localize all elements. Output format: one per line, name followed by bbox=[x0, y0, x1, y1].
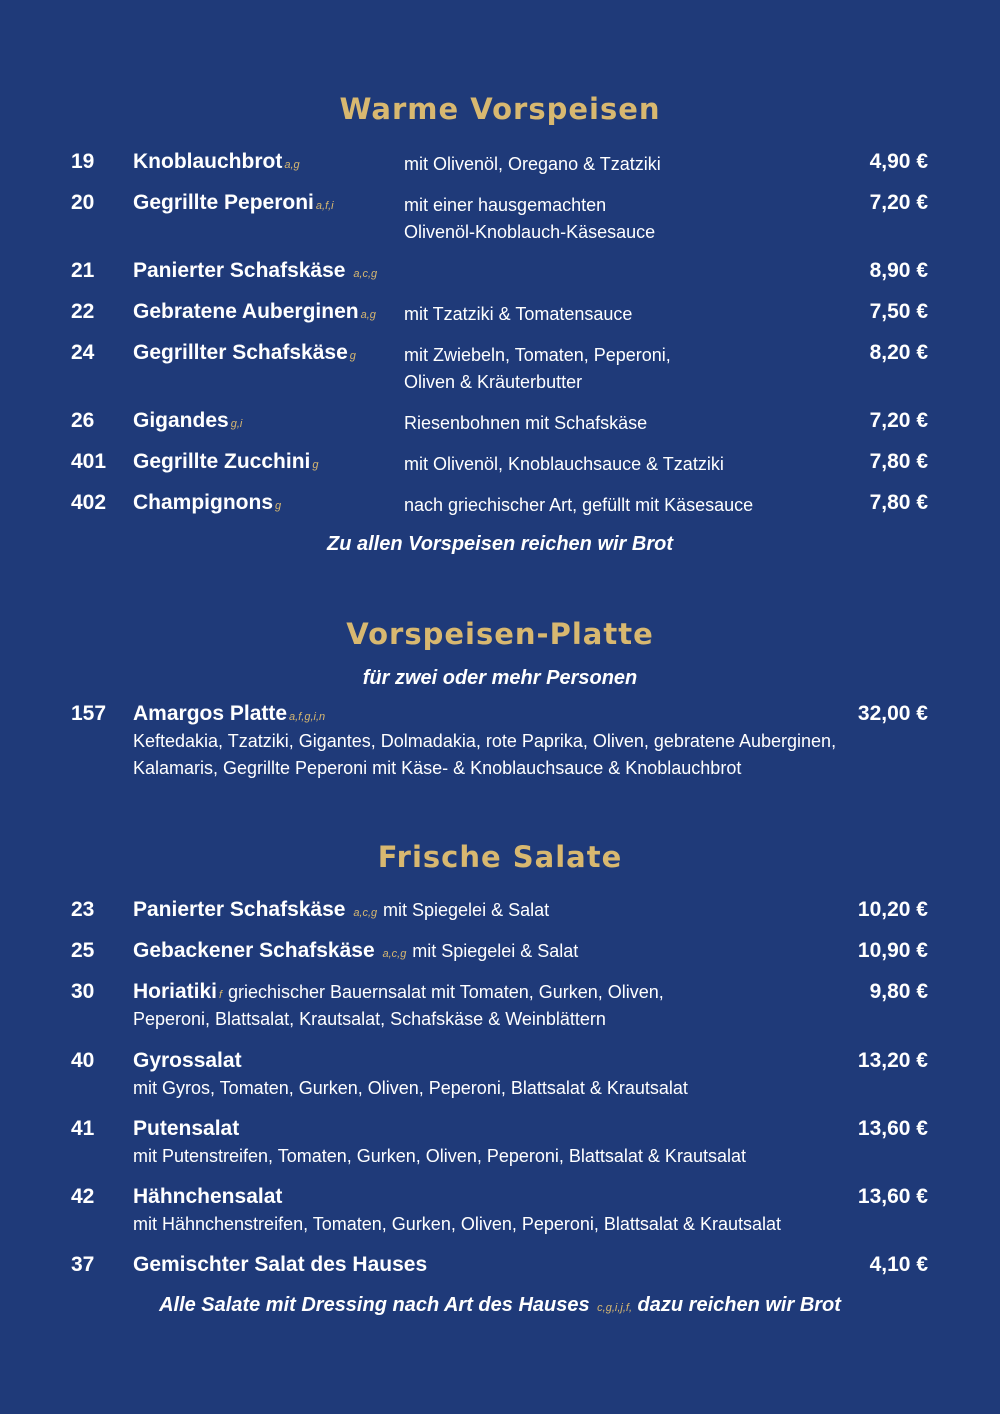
item-number: 22 bbox=[71, 300, 95, 323]
item-name: Gebackener Schafskäse a,c,g mit Spiegelei & Salat bbox=[133, 939, 579, 962]
section-note: Alle Salate mit Dressing nach Art des Hauses c,g,i,j,f, dazu reichen wir Brot bbox=[159, 1294, 841, 1316]
allergen-codes: a,c,g bbox=[382, 948, 407, 960]
allergen-codes: g bbox=[312, 459, 319, 471]
item-price: 8,90 € bbox=[869, 259, 928, 282]
allergen-codes: a,g bbox=[284, 159, 300, 171]
item-price: 32,00 € bbox=[857, 702, 928, 725]
item-number: 42 bbox=[71, 1185, 95, 1208]
item-name: Gigandes g,i bbox=[133, 409, 243, 432]
item-number: 26 bbox=[71, 409, 95, 432]
allergen-codes: a,c,g bbox=[353, 907, 378, 919]
section-title-warme-vorspeisen: Warme Vorspeisen bbox=[339, 92, 661, 126]
menu-item bbox=[0, 939, 1000, 979]
item-description: mit einer hausgemachten bbox=[404, 195, 607, 215]
item-number: 402 bbox=[71, 491, 107, 514]
menu-item bbox=[0, 450, 1000, 490]
item-description: mit Spiegelei & Salat bbox=[412, 941, 579, 961]
item-name: Champignons g bbox=[133, 491, 282, 514]
item-price: 4,10 € bbox=[869, 1253, 928, 1276]
item-number: 21 bbox=[71, 259, 95, 282]
item-name: Putensalat bbox=[133, 1117, 240, 1140]
item-description: mit Olivenöl, Knoblauchsauce & Tzatziki bbox=[404, 454, 724, 474]
item-number: 20 bbox=[71, 191, 95, 214]
section-title-vorspeisen-platte: Vorspeisen-Platte bbox=[346, 617, 654, 651]
item-name: Panierter Schafskäse a,c,g bbox=[133, 259, 378, 282]
item-number: 19 bbox=[71, 150, 95, 173]
allergen-codes: g bbox=[275, 500, 282, 512]
menu-item bbox=[0, 1117, 1000, 1177]
menu-item bbox=[0, 259, 1000, 299]
allergen-codes: a,c,g bbox=[353, 268, 378, 280]
item-description-line2: Peperoni, Blattsalat, Krautsalat, Schafskäse & Weinblättern bbox=[133, 1009, 606, 1029]
item-number: 41 bbox=[71, 1117, 95, 1140]
item-description-line2: Oliven & Kräuterbutter bbox=[404, 372, 583, 392]
item-price: 13,60 € bbox=[857, 1117, 928, 1140]
item-description: mit Gyros, Tomaten, Gurken, Oliven, Peperoni, Blattsalat & Krautsalat bbox=[133, 1078, 688, 1098]
item-number: 157 bbox=[71, 702, 107, 725]
allergen-codes: a,f,g,i,n bbox=[289, 711, 326, 723]
item-number: 401 bbox=[71, 450, 107, 473]
section-note: Zu allen Vorspeisen reichen wir Brot bbox=[326, 533, 673, 555]
item-description: Riesenbohnen mit Schafskäse bbox=[404, 413, 648, 433]
item-price: 7,20 € bbox=[869, 191, 928, 214]
menu-item bbox=[0, 341, 1000, 392]
item-description-line2: Olivenöl-Knoblauch-Käsesauce bbox=[404, 222, 656, 242]
item-name: Panierter Schafskäse a,c,g mit Spiegelei & Salat bbox=[133, 898, 550, 921]
item-name: Horiatiki f griechischer Bauernsalat mit Tomaten, Gurken, Oliven, bbox=[133, 980, 664, 1003]
item-name: Hähnchensalat bbox=[133, 1185, 283, 1208]
menu-item bbox=[0, 491, 1000, 531]
item-number: 23 bbox=[71, 898, 95, 921]
menu-item bbox=[0, 150, 1000, 190]
item-price: 13,20 € bbox=[857, 1049, 928, 1072]
item-description-line2: Kalamaris, Gegrillte Peperoni mit Käse- & Knoblauchsauce & Knoblauchbrot bbox=[133, 758, 742, 778]
allergen-codes: a,f,i bbox=[315, 200, 334, 212]
item-price: 13,60 € bbox=[857, 1185, 928, 1208]
item-name: Gyrossalat bbox=[133, 1049, 242, 1072]
item-price: 10,90 € bbox=[857, 939, 928, 962]
item-name: Amargos Platte a,f,g,i,n bbox=[133, 702, 326, 725]
item-description: mit Olivenöl, Oregano & Tzatziki bbox=[404, 154, 661, 174]
menu-item bbox=[0, 300, 1000, 340]
menu-item bbox=[0, 980, 1000, 1040]
item-number: 30 bbox=[71, 980, 95, 1003]
item-description: mit Putenstreifen, Tomaten, Gurken, Oliven, Peperoni, Blattsalat & Krautsalat bbox=[133, 1146, 746, 1166]
item-number: 40 bbox=[71, 1049, 95, 1072]
menu-item bbox=[0, 191, 1000, 242]
item-description: mit Zwiebeln, Tomaten, Peperoni, bbox=[404, 345, 671, 365]
item-number: 25 bbox=[71, 939, 95, 962]
item-name: Gegrillte Peperoni a,f,i bbox=[133, 191, 334, 214]
item-description: mit Hähnchenstreifen, Tomaten, Gurken, Oliven, Peperoni, Blattsalat & Krautsalat bbox=[133, 1214, 781, 1234]
item-description: mit Spiegelei & Salat bbox=[383, 900, 550, 920]
allergen-codes: f bbox=[219, 989, 223, 1001]
menu-item bbox=[0, 1049, 1000, 1109]
allergen-codes: a,g bbox=[360, 309, 376, 321]
menu-item bbox=[0, 898, 1000, 938]
item-price: 8,20 € bbox=[869, 341, 928, 364]
item-price: 7,50 € bbox=[869, 300, 928, 323]
allergen-codes: g,i bbox=[230, 418, 243, 430]
item-description: nach griechischer Art, gefüllt mit Käsesauce bbox=[404, 495, 754, 515]
item-number: 24 bbox=[71, 341, 95, 364]
item-number: 37 bbox=[71, 1253, 95, 1276]
section-subtitle: für zwei oder mehr Personen bbox=[362, 667, 638, 689]
item-name: Gemischter Salat des Hauses bbox=[133, 1253, 428, 1276]
item-price: 10,20 € bbox=[857, 898, 928, 921]
item-name: Gegrillte Zucchini g bbox=[133, 450, 319, 473]
menu-item bbox=[0, 1185, 1000, 1245]
item-price: 7,80 € bbox=[869, 450, 928, 473]
item-name: Gebratene Auberginen a,g bbox=[133, 300, 376, 323]
item-name: Gegrillter Schafskäse g bbox=[133, 341, 356, 364]
item-description: mit Tzatziki & Tomatensauce bbox=[404, 304, 633, 324]
item-price: 4,90 € bbox=[869, 150, 928, 173]
item-name: Knoblauchbrot a,g bbox=[133, 150, 300, 173]
item-price: 7,80 € bbox=[869, 491, 928, 514]
allergen-codes: g bbox=[349, 350, 356, 362]
section-title-frische-salate: Frische Salate bbox=[377, 840, 623, 874]
item-description: Keftedakia, Tzatziki, Gigantes, Dolmadakia, rote Paprika, Oliven, gebratene Auberginen, bbox=[133, 731, 837, 751]
menu-item bbox=[0, 702, 1000, 782]
item-price: 7,20 € bbox=[869, 409, 928, 432]
menu-item bbox=[0, 409, 1000, 449]
item-price: 9,80 € bbox=[869, 980, 928, 1003]
allergen-codes: c,g,i,j,f, bbox=[597, 1302, 632, 1314]
item-description: griechischer Bauernsalat mit Tomaten, Gurken, Oliven, bbox=[227, 982, 664, 1002]
menu-item bbox=[0, 1253, 1000, 1293]
